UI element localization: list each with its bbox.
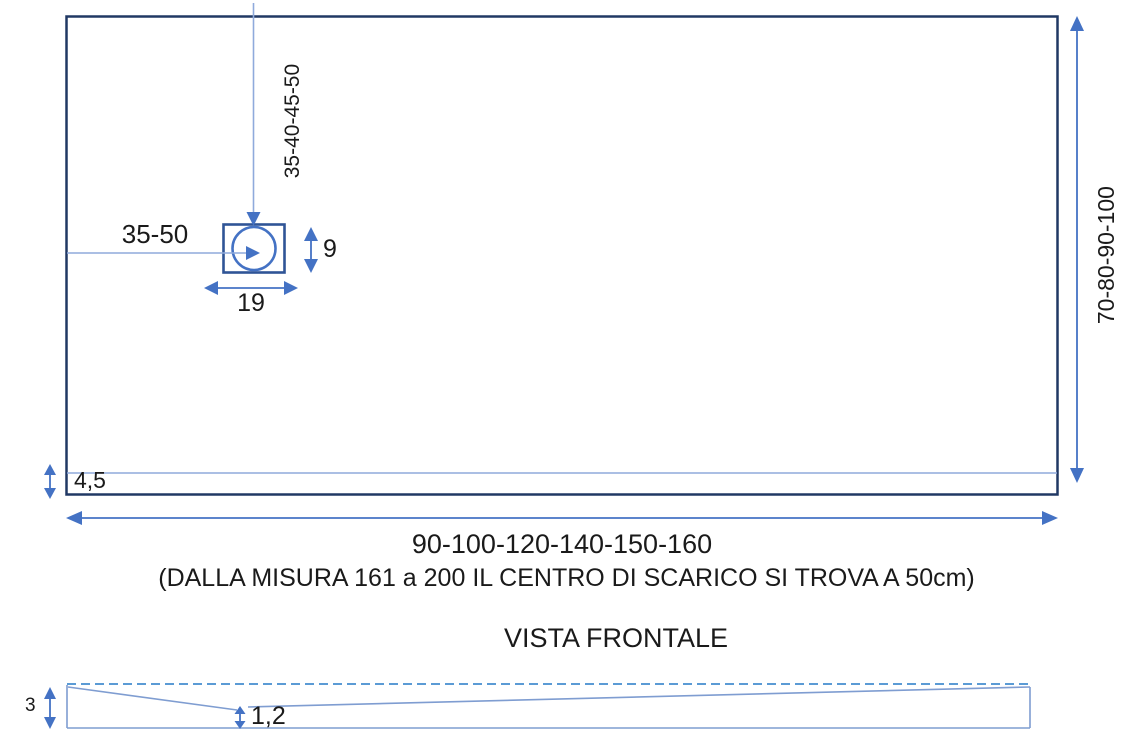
front-view-title: VISTA FRONTALE: [504, 623, 729, 653]
border-strip-thickness-arrow: [44, 464, 56, 499]
drain-height-dimension-arrow: [304, 227, 318, 273]
front-view-profile: [67, 684, 1030, 728]
tray-length-dimension-arrow: [66, 511, 1058, 525]
border-strip-label: 4,5: [74, 467, 106, 493]
drain-offset-left-label: 35-50: [121, 219, 189, 249]
length-note: (DALLA MISURA 161 a 200 IL CENTRO DI SCARICO SI TROVA A 50cm): [158, 564, 975, 592]
tray-outline: [67, 17, 1058, 495]
front-slope-right: [248, 687, 1030, 707]
drain-width-label: 19: [237, 289, 265, 317]
tray-depth-dimension-arrow: [1070, 16, 1084, 483]
front-slope-left: [68, 687, 237, 710]
front-drain-thickness-label: 1,2: [251, 702, 286, 730]
tray-length-label: 90-100-120-140-150-160: [411, 529, 713, 559]
drain-height-label: 9: [323, 235, 337, 263]
drain-offset-top-label: 35-40-45-50: [280, 63, 304, 179]
front-edge-height-label: 3: [25, 695, 36, 716]
front-edge-height-arrow: [44, 687, 56, 729]
drain-horizontal-leader-arrowhead: [246, 246, 260, 260]
drain-circle: [233, 227, 276, 270]
tray-depth-label: 70-80-90-100: [1092, 186, 1119, 325]
